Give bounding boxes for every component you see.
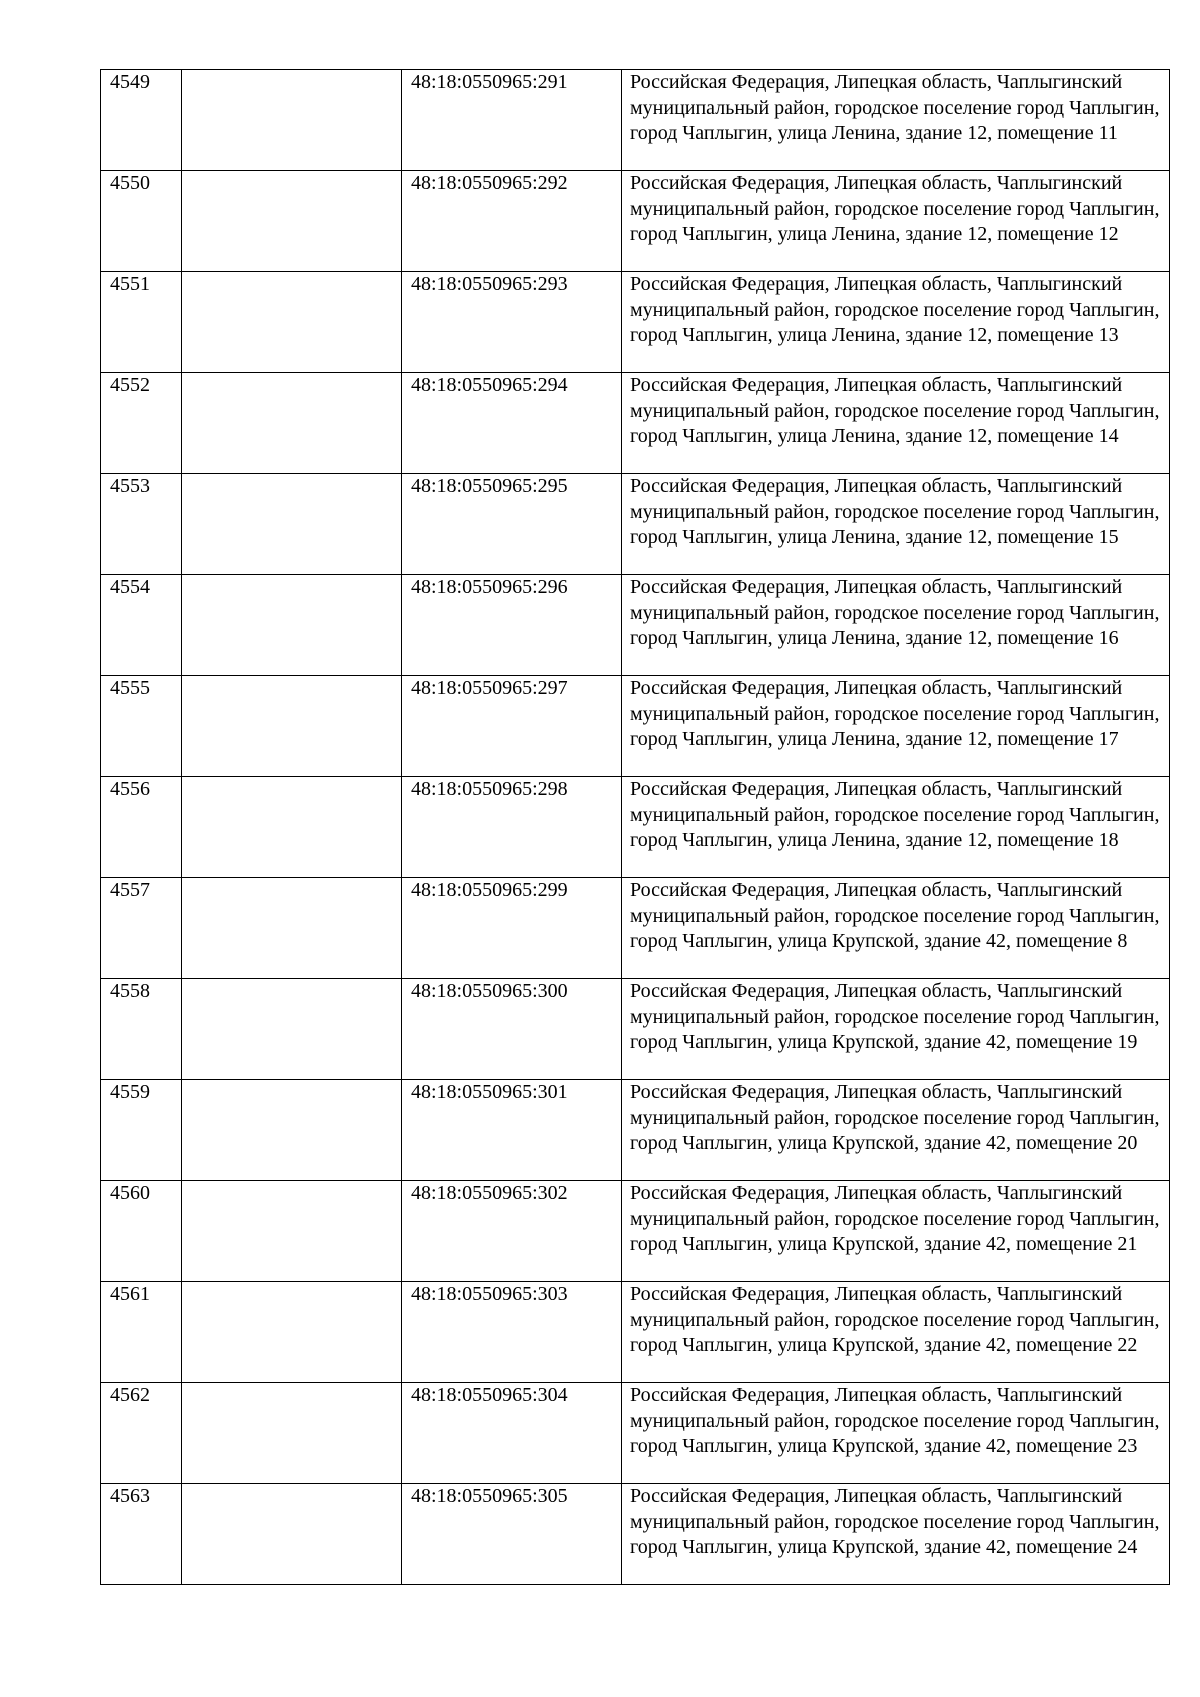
row-number: 4555 bbox=[101, 676, 182, 777]
address-cell: Российская Федерация, Липецкая область, Чаплыгинский муниципальный район, городское поселение город Чаплыгин, город Чаплыгин, улица Ленина, здание 12, помещение 16 bbox=[622, 575, 1170, 676]
owner-cell bbox=[182, 1383, 402, 1484]
address-cell: Российская Федерация, Липецкая область, Чаплыгинский муниципальный район, городское поселение город Чаплыгин, город Чаплыгин, улица Ленина, здание 12, помещение 12 bbox=[622, 171, 1170, 272]
address-cell: Российская Федерация, Липецкая область, Чаплыгинский муниципальный район, городское поселение город Чаплыгин, город Чаплыгин, улица Ленина, здание 12, помещение 14 bbox=[622, 373, 1170, 474]
table-row bbox=[101, 1282, 1170, 1383]
owner-cell bbox=[182, 272, 402, 373]
table-row bbox=[101, 272, 1170, 373]
registry-table-body bbox=[101, 70, 1170, 1585]
owner-cell bbox=[182, 171, 402, 272]
owner-cell bbox=[182, 979, 402, 1080]
row-number: 4560 bbox=[101, 1181, 182, 1282]
registry-table bbox=[100, 69, 1170, 1585]
address-cell: Российская Федерация, Липецкая область, Чаплыгинский муниципальный район, городское поселение город Чаплыгин, город Чаплыгин, улица Ленина, здание 12, помещение 15 bbox=[622, 474, 1170, 575]
row-number: 4563 bbox=[101, 1484, 182, 1585]
row-number: 4552 bbox=[101, 373, 182, 474]
address-cell: Российская Федерация, Липецкая область, Чаплыгинский муниципальный район, городское поселение город Чаплыгин, город Чаплыгин, улица Крупской, здание 42, помещение 21 bbox=[622, 1181, 1170, 1282]
table-row bbox=[101, 474, 1170, 575]
row-number: 4556 bbox=[101, 777, 182, 878]
table-row bbox=[101, 1383, 1170, 1484]
cadastral-number: 48:18:0550965:299 bbox=[402, 878, 622, 979]
address-cell: Российская Федерация, Липецкая область, Чаплыгинский муниципальный район, городское поселение город Чаплыгин, город Чаплыгин, улица Крупской, здание 42, помещение 20 bbox=[622, 1080, 1170, 1181]
row-number: 4562 bbox=[101, 1383, 182, 1484]
table-row bbox=[101, 878, 1170, 979]
cadastral-number: 48:18:0550965:295 bbox=[402, 474, 622, 575]
cadastral-number: 48:18:0550965:294 bbox=[402, 373, 622, 474]
table-row bbox=[101, 777, 1170, 878]
cadastral-number: 48:18:0550965:305 bbox=[402, 1484, 622, 1585]
owner-cell bbox=[182, 1080, 402, 1181]
row-number: 4550 bbox=[101, 171, 182, 272]
owner-cell bbox=[182, 1484, 402, 1585]
cadastral-number: 48:18:0550965:297 bbox=[402, 676, 622, 777]
table-row bbox=[101, 1080, 1170, 1181]
owner-cell bbox=[182, 878, 402, 979]
owner-cell bbox=[182, 474, 402, 575]
address-cell: Российская Федерация, Липецкая область, Чаплыгинский муниципальный район, городское поселение город Чаплыгин, город Чаплыгин, улица Ленина, здание 12, помещение 17 bbox=[622, 676, 1170, 777]
cadastral-number: 48:18:0550965:296 bbox=[402, 575, 622, 676]
table-row bbox=[101, 171, 1170, 272]
table-row bbox=[101, 70, 1170, 171]
owner-cell bbox=[182, 1181, 402, 1282]
cadastral-number: 48:18:0550965:302 bbox=[402, 1181, 622, 1282]
address-cell: Российская Федерация, Липецкая область, Чаплыгинский муниципальный район, городское поселение город Чаплыгин, город Чаплыгин, улица Крупской, здание 42, помещение 19 bbox=[622, 979, 1170, 1080]
owner-cell bbox=[182, 70, 402, 171]
address-cell: Российская Федерация, Липецкая область, Чаплыгинский муниципальный район, городское поселение город Чаплыгин, город Чаплыгин, улица Ленина, здание 12, помещение 13 bbox=[622, 272, 1170, 373]
table-row bbox=[101, 575, 1170, 676]
cadastral-number: 48:18:0550965:304 bbox=[402, 1383, 622, 1484]
address-cell: Российская Федерация, Липецкая область, Чаплыгинский муниципальный район, городское поселение город Чаплыгин, город Чаплыгин, улица Крупской, здание 42, помещение 22 bbox=[622, 1282, 1170, 1383]
row-number: 4561 bbox=[101, 1282, 182, 1383]
address-cell: Российская Федерация, Липецкая область, Чаплыгинский муниципальный район, городское поселение город Чаплыгин, город Чаплыгин, улица Крупской, здание 42, помещение 24 bbox=[622, 1484, 1170, 1585]
cadastral-number: 48:18:0550965:303 bbox=[402, 1282, 622, 1383]
table-row bbox=[101, 1181, 1170, 1282]
owner-cell bbox=[182, 575, 402, 676]
row-number: 4557 bbox=[101, 878, 182, 979]
cadastral-number: 48:18:0550965:301 bbox=[402, 1080, 622, 1181]
row-number: 4549 bbox=[101, 70, 182, 171]
table-row bbox=[101, 676, 1170, 777]
row-number: 4554 bbox=[101, 575, 182, 676]
address-cell: Российская Федерация, Липецкая область, Чаплыгинский муниципальный район, городское поселение город Чаплыгин, город Чаплыгин, улица Ленина, здание 12, помещение 18 bbox=[622, 777, 1170, 878]
cadastral-number: 48:18:0550965:291 bbox=[402, 70, 622, 171]
table-row bbox=[101, 979, 1170, 1080]
address-cell: Российская Федерация, Липецкая область, Чаплыгинский муниципальный район, городское поселение город Чаплыгин, город Чаплыгин, улица Крупской, здание 42, помещение 8 bbox=[622, 878, 1170, 979]
row-number: 4553 bbox=[101, 474, 182, 575]
owner-cell bbox=[182, 1282, 402, 1383]
owner-cell bbox=[182, 373, 402, 474]
row-number: 4559 bbox=[101, 1080, 182, 1181]
row-number: 4558 bbox=[101, 979, 182, 1080]
address-cell: Российская Федерация, Липецкая область, Чаплыгинский муниципальный район, городское поселение город Чаплыгин, город Чаплыгин, улица Крупской, здание 42, помещение 23 bbox=[622, 1383, 1170, 1484]
owner-cell bbox=[182, 676, 402, 777]
address-cell: Российская Федерация, Липецкая область, Чаплыгинский муниципальный район, городское поселение город Чаплыгин, город Чаплыгин, улица Ленина, здание 12, помещение 11 bbox=[622, 70, 1170, 171]
table-row bbox=[101, 373, 1170, 474]
cadastral-number: 48:18:0550965:300 bbox=[402, 979, 622, 1080]
row-number: 4551 bbox=[101, 272, 182, 373]
cadastral-number: 48:18:0550965:292 bbox=[402, 171, 622, 272]
table-row bbox=[101, 1484, 1170, 1585]
cadastral-number: 48:18:0550965:293 bbox=[402, 272, 622, 373]
owner-cell bbox=[182, 777, 402, 878]
cadastral-number: 48:18:0550965:298 bbox=[402, 777, 622, 878]
